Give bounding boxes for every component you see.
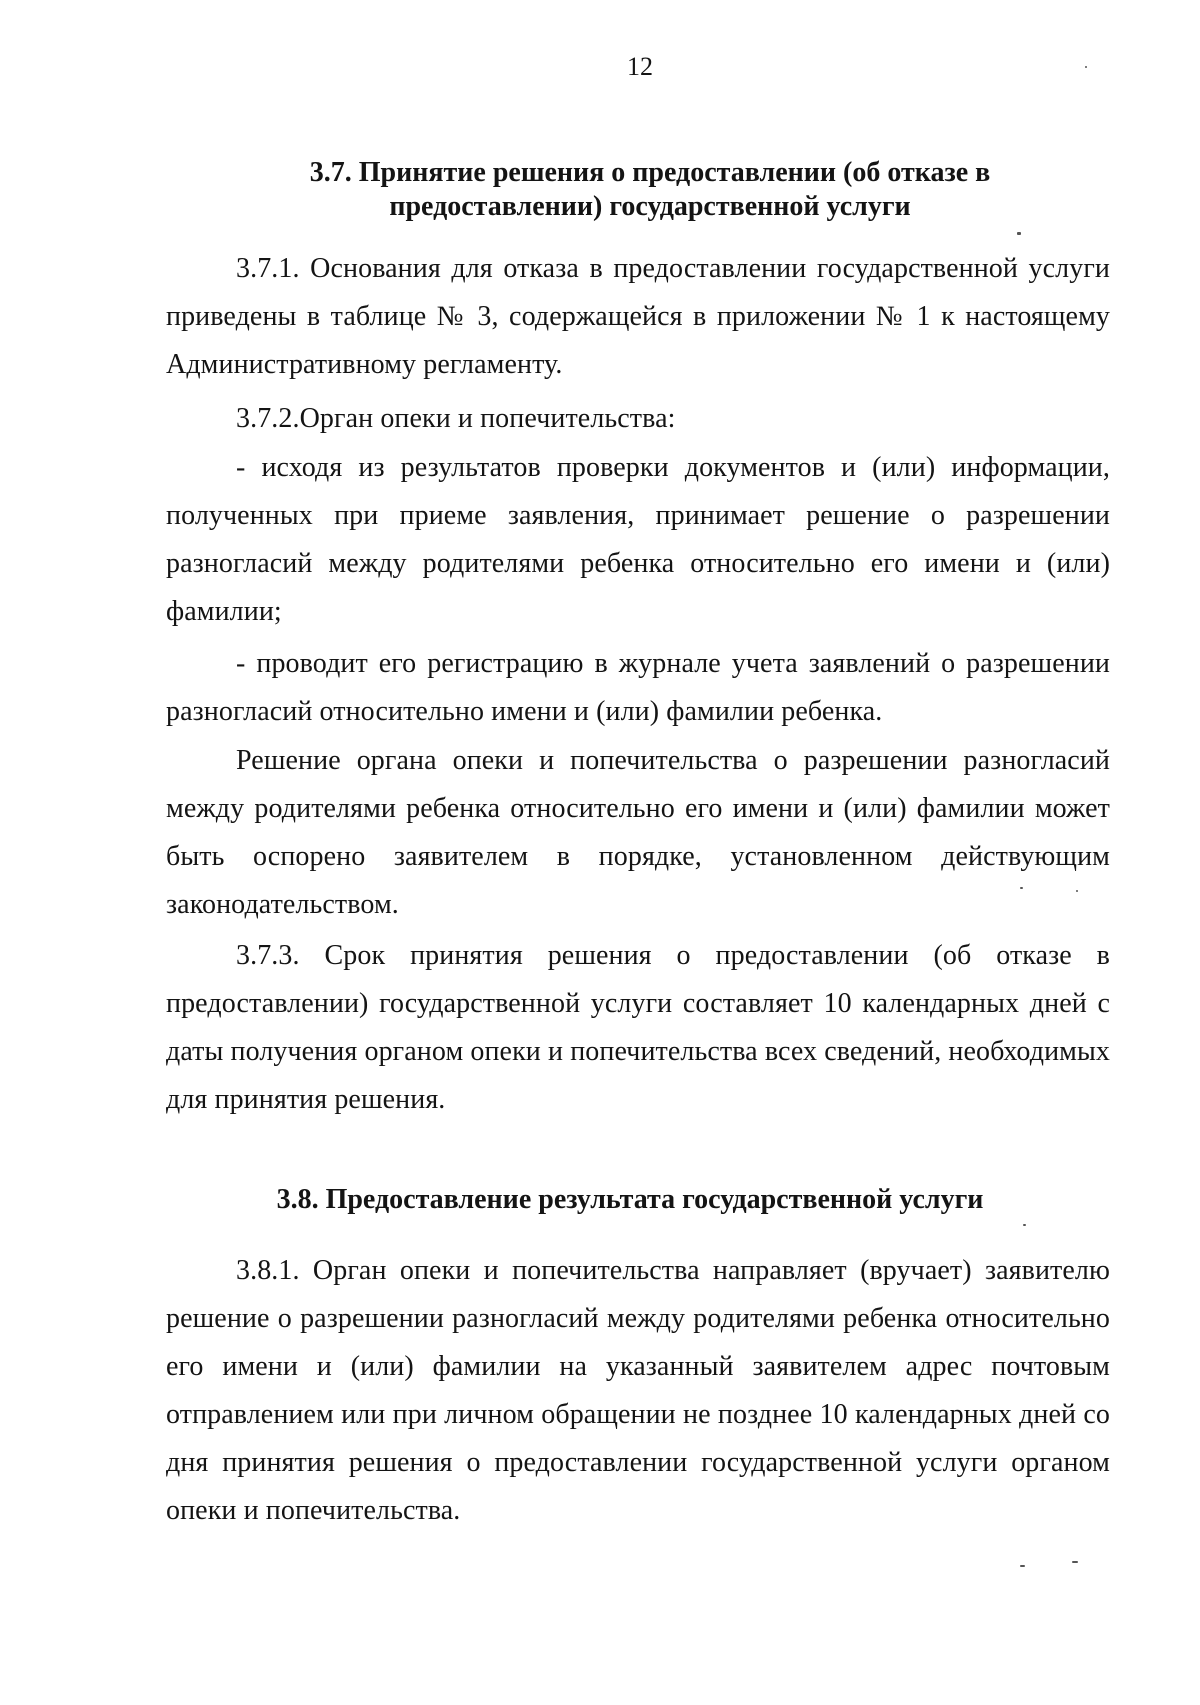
scan-speck (1072, 1561, 1078, 1563)
paragraph-decision-appeal: Решение органа опеки и попечительства о разрешении разногласий между родителями ребенка относительно его имени и (или) фамилии может быть оспорено заявителем в порядке, установленном действующим законодательством. (166, 745, 1110, 920)
paragraph-3-7-2: 3.7.2.Орган опеки и попечительства: (236, 403, 676, 434)
scan-speck (1023, 1224, 1026, 1226)
paragraph-3-7-3: 3.7.3. Срок принятия решения о предоставлении (об отказе в предоставлении) государственной услуги составляет 10 календарных дней с даты получения органом опеки и попечительства всех сведений, необходимых для принятия решения. (166, 940, 1110, 1115)
page-number: 12 (627, 52, 653, 81)
scan-speck (1076, 890, 1078, 892)
scan-speck (1020, 887, 1023, 889)
scan-speck (1085, 66, 1087, 68)
paragraph-3-7-1: 3.7.1. Основания для отказа в предоставлении государственной услуги приведены в таблице № 3, содержащейся в приложении № 1 к настоящему Административному регламенту. (166, 253, 1110, 380)
section-heading-3-7: 3.7. Принятие решения о предоставлении (об отказе в предоставлении) государственной услуги (309, 157, 991, 222)
paragraph-3-7-2-item-a: - исходя из результатов проверки документов и (или) информации, полученных при приеме заявления, принимает решение о разрешении разногласий между родителями ребенка относительно его имени и (или) фамилии; (166, 452, 1110, 627)
paragraph-3-7-2-item-b: - проводит его регистрацию в журнале учета заявлений о разрешении разногласий относительно имени и (или) фамилии ребенка. (166, 648, 1110, 727)
scan-speck (1020, 1565, 1025, 1567)
paragraph-3-8-1: 3.8.1. Орган опеки и попечительства направляет (вручает) заявителю решение о разрешении разногласий между родителями ребенка относительно его имени и (или) фамилии на указанный заявителем адрес почтовым отправлением или при личном обращении не позднее 10 календарных дней со дня принятия решения о предоставлении государственной услуги органом опеки и попечительства. (166, 1255, 1110, 1526)
section-heading-3-8: 3.8. Предоставление результата государственной услуги (276, 1184, 984, 1215)
scan-speck (1017, 232, 1021, 235)
